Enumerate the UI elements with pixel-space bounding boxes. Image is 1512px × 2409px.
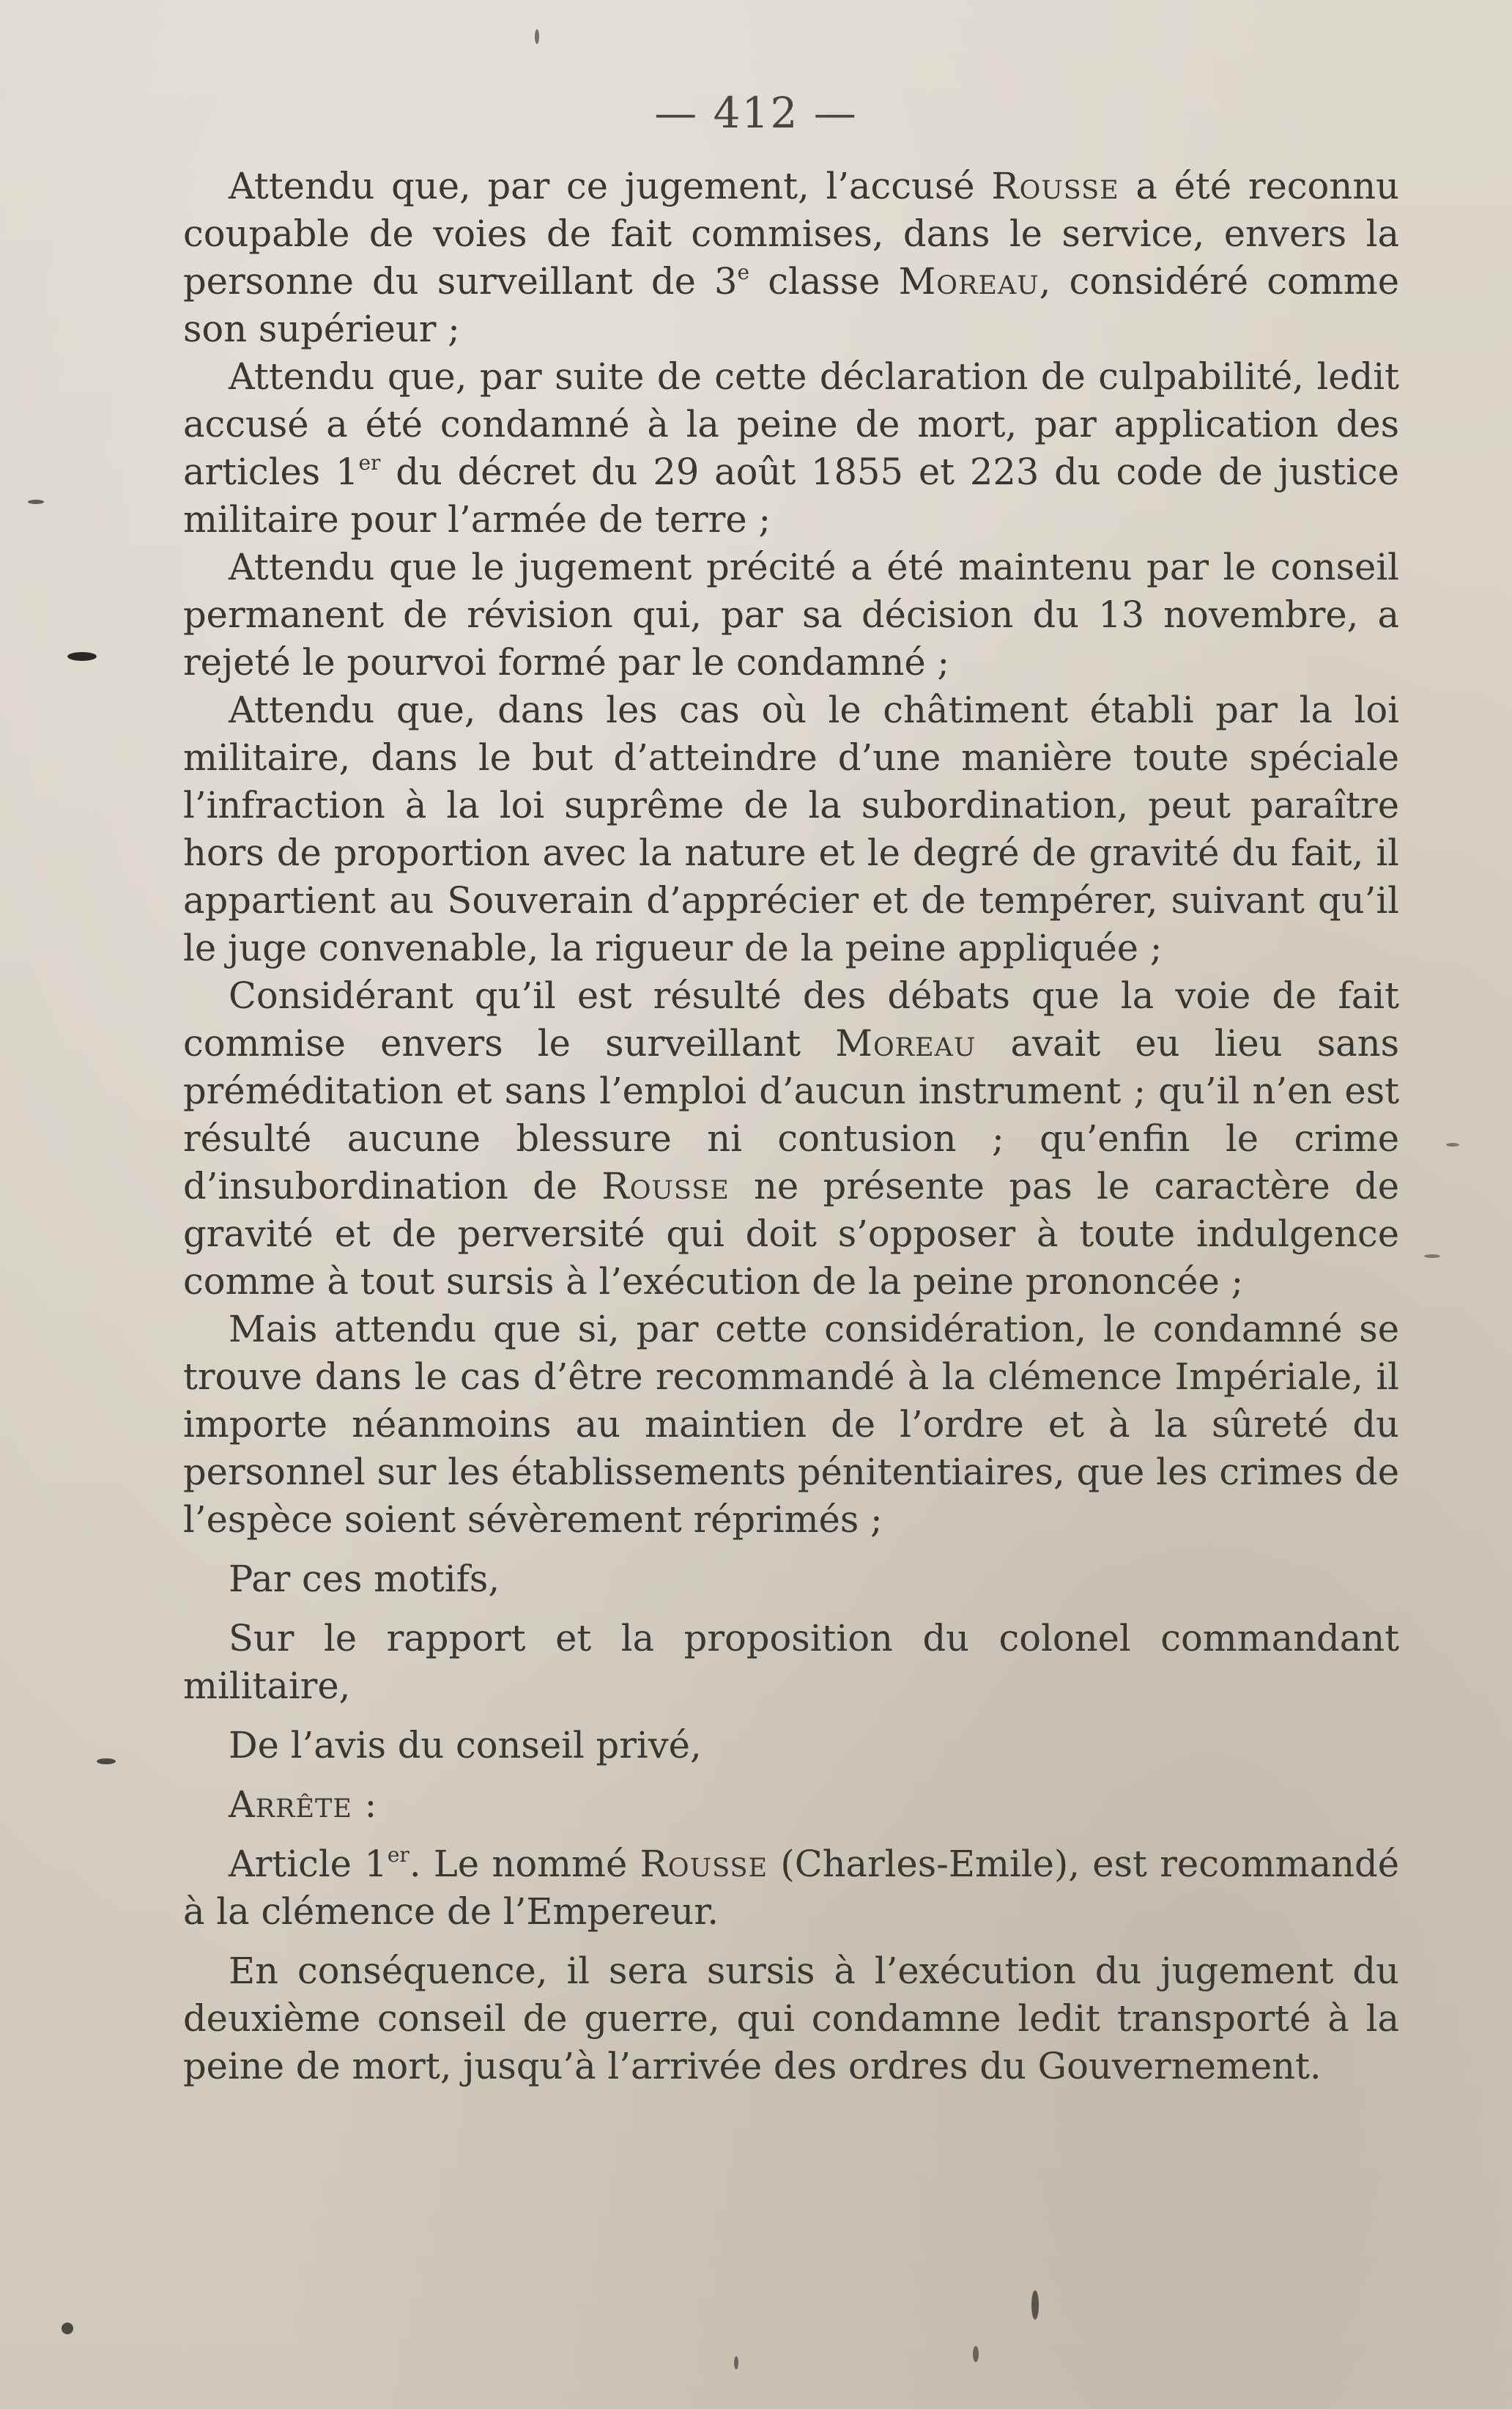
paper-speck bbox=[1446, 1143, 1459, 1147]
paper-speck bbox=[28, 500, 44, 504]
heading-arrete: Arrête : bbox=[229, 1783, 378, 1826]
paper-speck bbox=[1031, 2290, 1039, 2320]
paper-speck bbox=[973, 2346, 979, 2362]
page-number: — 412 — bbox=[654, 88, 858, 138]
paragraph-motifs: Par ces motifs, bbox=[229, 1558, 500, 1600]
name-rousse: Rousse bbox=[640, 1843, 768, 1885]
paragraph-4: Attendu que, dans les cas où le châtiment établi par la loi militaire, dans le but d’atteindre d’une manière toute spéciale l’infraction à la loi suprême de la subordination, peut paraître hors de proportion avec la nature et le degré de gravité du fait, il appartient au Souverain d’apprécier et de tempérer, suivant qu’il le juge convenable, la rigueur de la peine appliquée ; bbox=[183, 689, 1399, 969]
paper-speck bbox=[1424, 1254, 1440, 1258]
name-moreau: Moreau bbox=[898, 260, 1040, 303]
paper-speck bbox=[535, 29, 539, 44]
paragraph-rapport: Sur le rapport et la proposition du colonel commandant militaire, bbox=[183, 1617, 1399, 1707]
paragraph-1: Attendu que, par ce jugement, l’accusé Rousse a été reconnu coupable de voies de fait commises, dans le service, envers la personne du surveillant de 3e classe Moreau, considéré comme son supérieur ; bbox=[183, 165, 1399, 350]
paragraph-3: Attendu que le jugement précité a été maintenu par le conseil permanent de révision qui, par sa décision du 13 novembre, a rejeté le pourvoi formé par le condamné ; bbox=[183, 546, 1399, 684]
paper-speck bbox=[97, 1758, 116, 1764]
paper-speck bbox=[734, 2356, 738, 2369]
name-rousse: Rousse bbox=[991, 165, 1119, 207]
name-moreau: Moreau bbox=[835, 1022, 976, 1065]
paragraph-consequence: En conséquence, il sera sursis à l’exécution du jugement du deuxième conseil de guerre, qui condamne ledit transporté à la peine de mort, jusqu’à l’arrivée des ordres du Gouvernement. bbox=[183, 1950, 1399, 2087]
name-rousse: Rousse bbox=[601, 1165, 730, 1207]
paragraph-6: Mais attendu que si, par cette considération, le condamné se trouve dans le cas d’être recommandé à la clémence Impériale, il importe néanmoins au maintien de l’ordre et à la sûreté du personnel sur les établissements pénitentiaires, que les crimes de l’espèce soient sévèrement réprimés ; bbox=[183, 1308, 1399, 1541]
paragraph-avis: De l’avis du conseil privé, bbox=[229, 1724, 702, 1766]
paragraph-article-1: Article 1er. Le nommé Rousse (Charles-Emile), est recommandé à la clémence de l’Empereur. bbox=[183, 1843, 1399, 1933]
paper-speck bbox=[62, 2323, 73, 2334]
body-text bbox=[183, 163, 1399, 2090]
paragraph-5: Considérant qu’il est résulté des débats que la voie de fait commise envers le surveillant Moreau avait eu lieu sans préméditation et sans l’emploi d’aucun instrument ; qu’il n’en est résulté aucune blessure ni contusion ; qu’enfin le crime d’insubordination de Rousse ne présente pas le caractère de gravité et de perversité qui doit s’opposer à toute indulgence comme à tout sursis à l’exécution de la peine prononcée ; bbox=[183, 974, 1399, 1303]
paper-speck bbox=[67, 652, 97, 661]
paragraph-2: Attendu que, par suite de cette déclaration de culpabilité, ledit accusé a été condamné à la peine de mort, par application des articles 1er du décret du 29 août 1855 et 223 du code de justice militaire pour l’armée de terre ; bbox=[183, 355, 1399, 541]
